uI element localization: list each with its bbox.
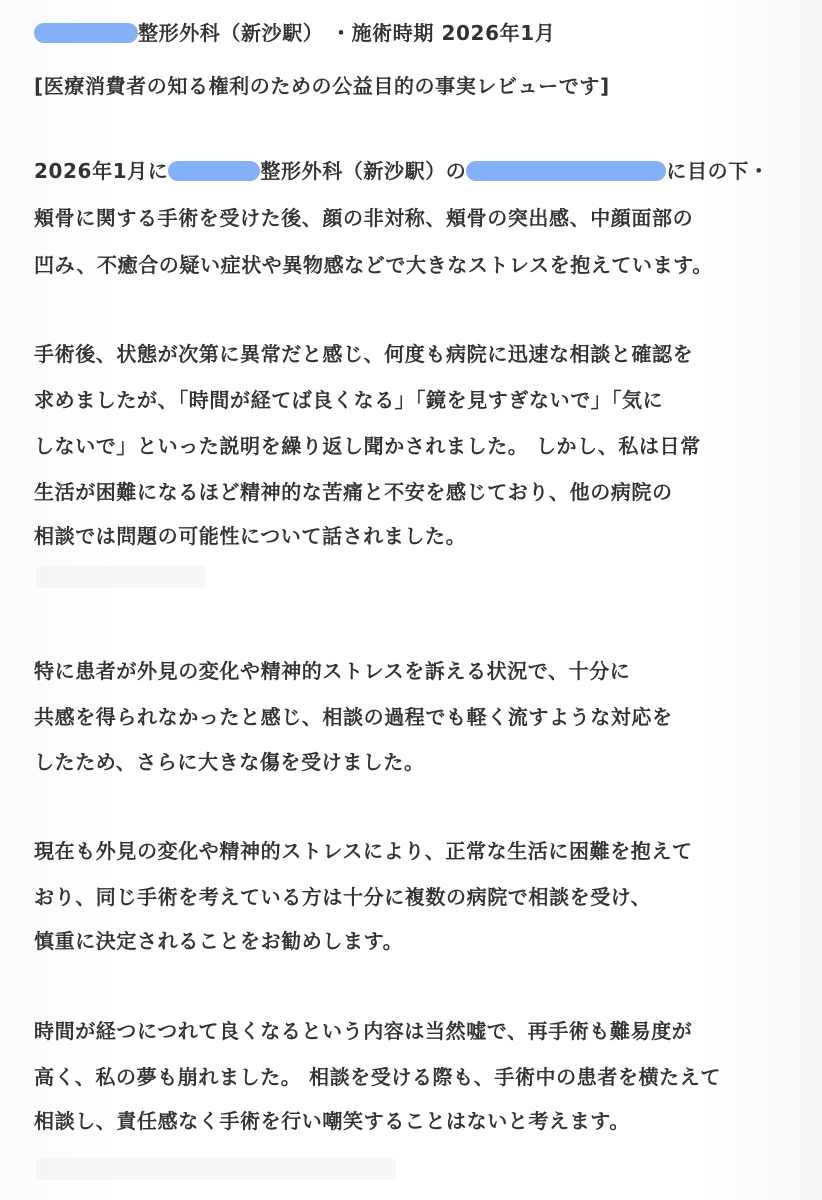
paragraph-1-line-2: 頬骨に関する手術を受けた後、顔の非対称、頬骨の突出感、中顔面部の [34,206,694,230]
paragraph-2-line-2: 求めましたが、「時間が経てば良くなる」「鏡を見すぎないで」「気に [34,388,664,412]
paragraph-3-line-2: 共感を得られなかったと感じ、相談の過程でも軽く流すような対応を [34,705,673,729]
paragraph-2-line-5: 相談では問題の可能性について話されました。 [34,524,467,548]
paragraph-2-line-4: 生活が困難になるほど精神的な苦痛と不安を感じており、他の病院の [34,480,673,504]
bleed-artifact [36,1158,396,1180]
paragraph-3-line-1: 特に患者が外見の変化や精神的ストレスを訴える状況で、十分に [34,659,631,683]
bleed-artifact [36,566,206,588]
redaction-mark [466,161,666,181]
redaction-mark [34,23,138,43]
paragraph-4-line-1: 現在も外見の変化や精神的ストレスにより、正常な生活に困難を抱えて [34,839,693,863]
paragraph-2-line-1: 手術後、状態が次第に異常だと感じ、何度も病院に迅速な相談と確認を [34,342,694,366]
paragraph-3-line-3: したため、さらに大きな傷を受けました。 [34,750,425,774]
paragraph-5-line-3: 相談し、責任感なく手術を行い嘲笑することはないと考えます。 [34,1109,630,1133]
public-interest-notice: [医療消費者の知る権利のための公益目的の事実レビューです] [34,74,610,98]
paragraph-4-line-3: 慎重に決定されることをお勧めします。 [34,929,404,953]
clinic-and-period: 整形外科（新沙駅） ・施術時期 2026年1月 [138,21,556,45]
redaction-mark [168,161,260,181]
paragraph-5-line-2: 高く、私の夢も崩れました。 相談を受ける際も、手術中の患者を横たえて [34,1065,721,1089]
paragraph-4-line-2: おり、同じ手術を考えている方は十分に複数の病院で相談を受け、 [34,885,652,909]
clinic-header-line [34,18,794,48]
paragraph-2-line-3: しないで」といった説明を繰り返し聞かされました。 しかし、私は日常 [34,434,701,458]
paragraph-1-line-3: 凹み、不癒合の疑い症状や異物感などで大きなストレスを抱えています。 [34,253,713,277]
paragraph-5-line-1: 時間が経つにつれて良くなるという内容は当然嘘で、再手術も難易度が [34,1019,693,1043]
paragraph-1-line-1: 2026年1月に 整形外科（新沙駅）の に目の下・ [34,159,770,183]
